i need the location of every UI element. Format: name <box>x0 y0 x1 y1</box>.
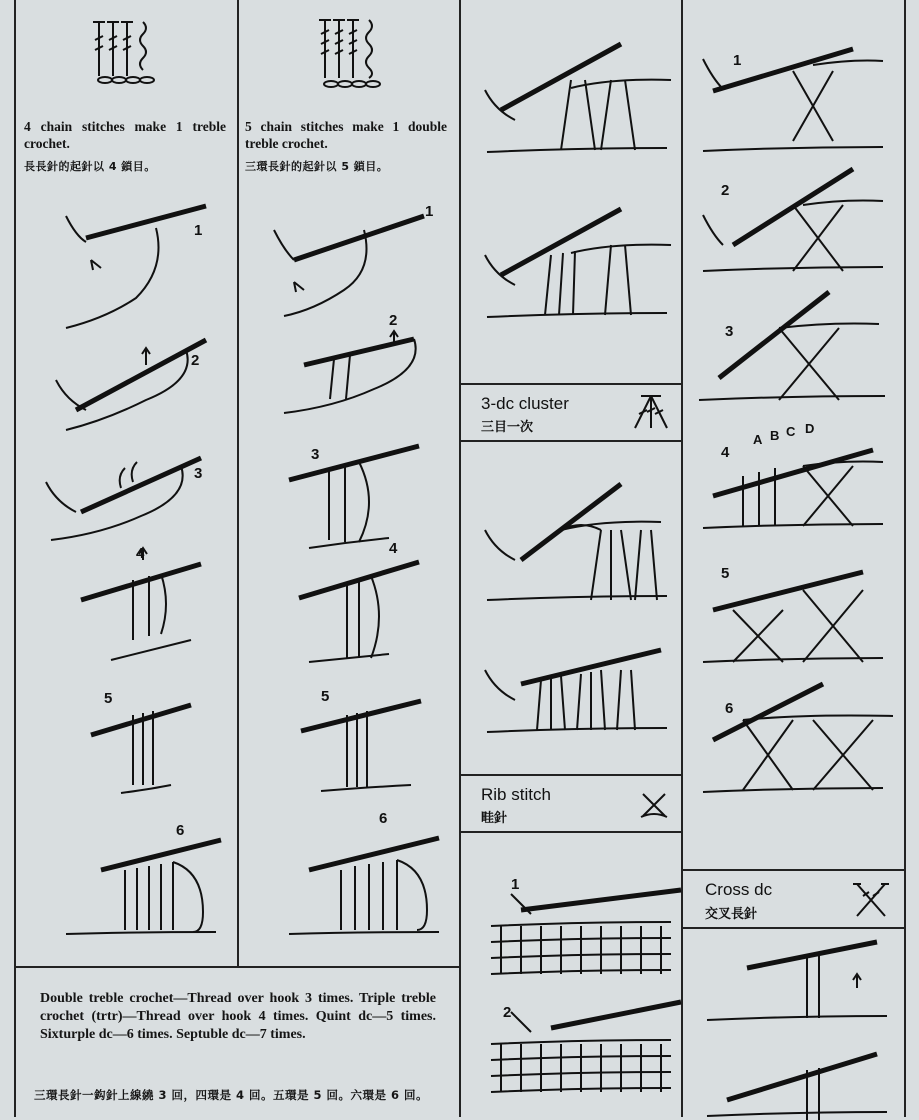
double-treble-panel <box>239 0 459 966</box>
cross-dc-symbol-icon <box>853 880 889 918</box>
col1-caption: 4 chain stitches make 1 treble crochet. <box>24 119 226 151</box>
col1-step3-diagram <box>41 452 241 542</box>
cross-diagram-4 <box>703 446 903 536</box>
col1-step5-diagram <box>81 695 241 795</box>
col2-step-4: 4 <box>389 540 398 557</box>
rib-step-2: 2 <box>503 1004 512 1021</box>
treble-crochet-panel <box>16 0 237 966</box>
col2-step5-diagram <box>301 695 481 795</box>
cross-step-6: 6 <box>725 700 734 717</box>
cross-label-c: C <box>786 424 796 439</box>
col2-step-3: 3 <box>311 446 320 463</box>
rib-step-1: 1 <box>511 876 520 893</box>
col1-step4-diagram <box>71 550 231 660</box>
cluster-title: 3-dc cluster <box>481 394 569 413</box>
treble-symbol-icon <box>91 18 171 88</box>
rib-title-cjk: 畦針 <box>481 811 508 826</box>
col3-top-diagram-2 <box>481 205 681 325</box>
col1-step1-diagram <box>46 198 246 328</box>
cluster-diagram-1 <box>481 480 681 610</box>
cross-step-1: 1 <box>733 52 742 69</box>
col3-top-diagram-1 <box>481 40 681 160</box>
cross-label-a: A <box>753 432 763 447</box>
column3-panel <box>461 0 681 1117</box>
col2-step1-diagram <box>274 200 474 320</box>
cross-diagram-6 <box>703 680 903 800</box>
rib-symbol-icon <box>639 790 669 820</box>
col2-step-2: 2 <box>389 312 398 329</box>
cross-title-cjk: 交叉長針 <box>705 907 758 922</box>
col1-step2-diagram <box>46 330 246 430</box>
col1-step-5: 5 <box>104 690 113 707</box>
rib-diagram-1 <box>491 880 691 990</box>
cross-label-d: D <box>805 421 815 436</box>
col2-step4-diagram <box>299 558 479 668</box>
col1-step-1: 1 <box>194 222 203 239</box>
note-text-cjk: 三環長針一鈎針上線繞 3 回，四環是 4 回。五環是 5 回。六環是 6 回。 <box>34 1088 429 1102</box>
col2-step2-diagram <box>284 325 484 415</box>
col2-caption: 5 chain stitches make 1 double treble crochet. <box>245 119 447 151</box>
cross-diagram-1 <box>703 45 903 155</box>
cross-dc-panel <box>683 0 904 1117</box>
cross-label-b: B <box>770 428 780 443</box>
col2-caption-cjk: 三環長針的起針以 5 鎖目。 <box>245 160 389 173</box>
col2-step-5: 5 <box>321 688 330 705</box>
cross-diagram-3 <box>699 288 899 408</box>
col1-caption-cjk: 長長針的起針以 4 鎖目。 <box>24 160 156 173</box>
col2-step-1: 1 <box>425 203 434 220</box>
cluster-symbol-icon <box>631 394 671 430</box>
cross-step-3: 3 <box>725 323 734 340</box>
double-treble-symbol-icon <box>317 16 397 96</box>
cross-diagram-5 <box>703 570 903 670</box>
note-text: Double treble crochet—Thread over hook 3 times. Triple treble crochet (trtr)—Thread over hook 4 times. Quint dc—5 times. Sixturple dc—6 times. Septuble dc—7 times. <box>40 991 436 1042</box>
col1-step6-diagram <box>61 830 241 940</box>
col1-step-2: 2 <box>191 352 200 369</box>
col2-step-6: 6 <box>379 810 388 827</box>
cross-dc-diagram-1 <box>707 938 907 1028</box>
cluster-diagram-2 <box>481 640 681 740</box>
col2-step6-diagram <box>289 830 489 940</box>
divider-note-top <box>14 966 460 968</box>
cross-dc-diagram-2 <box>707 1040 907 1120</box>
col1-step-4: 4 <box>136 545 145 562</box>
col1-step-3: 3 <box>194 465 203 482</box>
cluster-title-cjk: 三目一次 <box>481 420 534 435</box>
rib-title: Rib stitch <box>481 785 551 804</box>
rib-diagram-2 <box>491 998 691 1108</box>
col1-step-6: 6 <box>176 822 185 839</box>
cross-diagram-2 <box>703 165 903 275</box>
cross-step-5: 5 <box>721 565 730 582</box>
cross-step-4: 4 <box>721 444 730 461</box>
cross-title: Cross dc <box>705 880 773 899</box>
cross-step-2: 2 <box>721 182 730 199</box>
